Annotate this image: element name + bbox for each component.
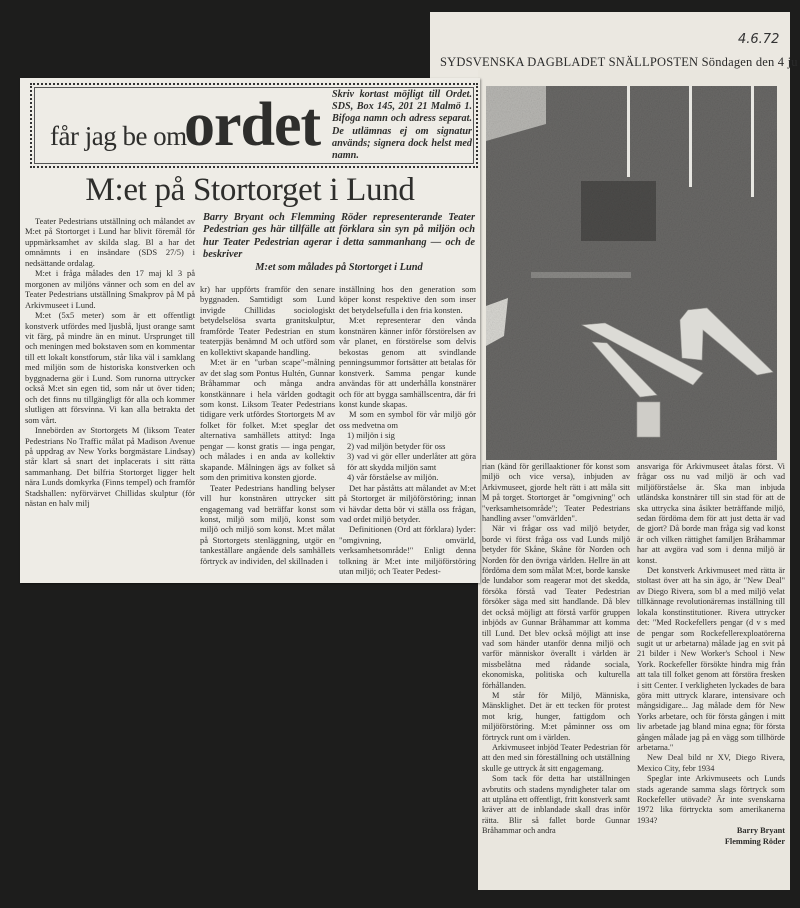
paragraph: När vi frågar oss vad miljö betyder, borde vi först fråga oss vad Lunds miljö betyder för Skåne, Skåne för Norden och Norden för den övriga världen. Hellre än att fördöma dem som målat M:et, borde kanske de lundabor som reagerar mot det skedda, försöka förstå vad Teater Pedestrian försöker säga med sitt handlande. Då blev det också möjligt att förstå varför gruppen inbjöds av Gunnar Bråhammar att komma till Lund. Det blev också möjligt att inse vad som händer utanför denna miljö och varför människor överallt i världen är missbelåtna med rådande sociala, ekonomiska, politiska och kulturella förhållanden.	[482, 524, 630, 690]
paragraph: rian (känd för gerillaaktioner för konst som miljö och vice versa), inbjuden av Arkivmuseet, gjorde helt rätt i att måla sitt M på torget. Stortorget är "omgivning" och "verksamhetsområde"; Teater Pedestrians handling avser "omvärlden".	[482, 462, 630, 524]
article-deck	[203, 212, 475, 274]
paragraph: M:et representerar den vånda konstnären känner inför förstörelsen av vår planet, en förstörelse som delvis bekostas genom att svindlande penningsummor fortsätter att betalas för konstverk. Samma pengar kunde användas för att underhålla konstnärer och för att bygga samhällscentra, där fri konst kunde skapas.	[339, 315, 476, 409]
paragraph: inställning hos den generation som köper konst respektive den som inser det betydelsefulla i den fria konsten.	[339, 284, 476, 315]
masthead-note: Skriv kortast möjligt till Ordet. SDS, Box 145, 201 21 Malmö 1. Bifoga namn och adress separat. De utlämnas ej om signatur används; signera dock helst med namn.	[332, 89, 472, 162]
newspaper-dateline: SYDSVENSKA DAGBLADET SNÄLLPOSTEN Söndagen den 4 ju	[440, 55, 798, 69]
paragraph: ansvariga för Arkivmuseet åtalas först. Vi frågar oss nu vad miljö är och vad miljöförståelse är. Ska man inbjuda utländska konstnärer till sin stad för att de ska uttrycka sina åsikter beträffande miljö, sedan fördöma dem för att just detta är vad de gjort? Då borde man fråga sig vad konst är och vilken rättighet familjen Bråhammar har att avgöra vad som i denna miljö är konst.	[637, 462, 785, 565]
list-item: 2) vad miljön betyder för oss	[347, 440, 446, 451]
paragraph: Det har påståtts att målandet av M:et på Stortorget är miljöförstöring; innan vi hävdar detta bör vi ställa oss frågan, vad ordet miljö betyder.	[339, 482, 476, 524]
deck-text: Barry Bryant och Flemming Röder representerande Teater Pedestrian ges här tillfälle att förklara sin syn på miljön och hur Teater Pedestrian agerar i detta sammanhang — och de beskriver	[203, 212, 475, 261]
paragraph: Arkivmuseet inbjöd Teater Pedestrian för att den med sin föreställning och utställning skulle ge uttryck åt sitt engagemang.	[482, 742, 630, 773]
deck-last-line: M:et som målades på Stortorget i Lund	[255, 261, 423, 273]
article-column-3	[339, 284, 476, 582]
paragraph: M:et (5x5 meter) som är ett offentligt konstverk utfördes med ljusblå, ljust orange samt vit färg, på mindre än en minut. Ursprunget till och meningen med bokstaven som en kommentar till ett lokalt konstforum, står lika väl i samklang med miljön som de historiska konstverken och byggnaderna gör i Lund. Som runorna uttrycker också M:et sin egen tid, som når ut över tiden; och det finns nu tillgängligt för alla och kommer slutligen att försvinna. Vi kan alla betrakta det som vårt.	[25, 310, 195, 425]
paragraph: kr) har uppförts framför den senare byggnaden. Samtidigt som Lund invigde Chillidas sociologiskt betydelselösa svarta granitskulptur, framförde Teater Pedestrian en stum teaterpjäs benämnd M och utförd som en kollektivt skapande handling.	[200, 284, 335, 357]
paragraph: Speglar inte Arkivmuseets och Lunds stads agerande samma slags förtryck som Rockefeller utövade? Är inte svenskarna 1972 lika förtryckta som amerikanerna 1934?	[637, 774, 785, 825]
paragraph: Som tack för detta har utställningen avbrutits och stadens myndigheter talar om att utplåna ett offentligt, fritt konstverk samt kräver att de inblandade skall dras inför rätta. Blir så fallet borde Gunnar Bråhammar och andra	[482, 774, 630, 836]
paragraph: M som en symbol för vår miljö gör oss medvetna om	[339, 409, 476, 430]
photo-painted-m-on-square	[486, 86, 777, 460]
paragraph: M står för Miljö, Människa, Mänsklighet. Det är ett tecken för protest mot krig, hunger, fattigdom och miljöförstöring. M:et påminner oss om förtryck runt om i världen.	[482, 690, 630, 742]
signature-flemming-roder: Flemming Röder	[724, 836, 785, 846]
paragraph: M:et är en "urban scape"-målning av det slag som Pontus Hultén, Gunnar Bråhammar och många andra konstkännare i hela världen godtagit som konst. Liksom Teater Pedestrians tidigare verk utfördes Stortorgets M av folket för folket. M:et speglar det alternativa samhällets attityd: Inga pengar — konst gratis — inga pengar, och målades i en anda av kollektiv skapande. Målningen ägs av folket så som den primitiva konsten gjorde.	[200, 357, 335, 483]
article-headline: M:et på Stortorget i Lund	[85, 172, 415, 208]
ordet-masthead	[30, 83, 478, 168]
masthead-title: ordet	[184, 91, 321, 159]
paragraph: Innebörden av Stortorgets M (liksom Teater Pedestrians No Traffic målat på Madison Avenue på uppdrag av New Yorks borgmästare Lindsay) står klart så snart det inplacerats i sitt rätta sammanhang. Det bilfria Stortorget ligger helt nära Lunds domkyrka (Finns tempel) och framför Stadshallen: nyförvärvet Chillidas skulptur (för nästan en halv milj	[25, 425, 195, 509]
paragraph: M:et i fråga målades den 17 maj kl 3 på morgonen av miljöns vänner och som en del av Teater Pedestrians utställning Smakprov på M på Arkivmuseet i Lund.	[25, 268, 195, 310]
article-column-2	[200, 284, 335, 582]
paragraph: Definitionen (Ord att förklara) lyder: "omgivning, omvärld, verksamhetsområde!" Enligt denna tolkning är M:et inte miljöförstöring utan miljö; och Teater Pedest-	[339, 524, 476, 577]
paragraph: Teater Pedestrians utställning och målandet av M:et på Stortorget i Lund har blivit föremål för uppmärksamhet av skilda slag. Bl a har det omnämnts i en insändare (SDS 27/5) i nedsättande ordalag.	[25, 216, 195, 268]
image-caption-reference: New Deal bild nr XV, Diego Rivera, Mexico City, febr 1934	[637, 753, 785, 773]
article-column-5	[637, 462, 785, 890]
list-item: 3) vad vi gör eller underlåter att göra för att skydda miljön samt	[347, 451, 476, 472]
handwritten-date: 4.6.72	[738, 32, 780, 47]
paragraph: Det konstverk Arkivmuseet med rätta är stoltast över att ha sin ägo, är "New Deal" av Diego Rivera, som bl a med miljö velat tillkännage revolutionärernas inställning till lokala konstinstitutioner. Rivera uttrycker det: "Med Rockefellers pengar (d v s med de pengar som Rockefellerexploatörerna sugit ut ur arbetarna) målade jag en svit på 21 bilder i New Worker's School i New York. Rockefeller försökte hindra mig från att tala till folket genom att förstöra fresken i sitt Center. I verkligheten lyckades de bara göra mitt uttryck klarare, intensivare och mångsidigare... Jag målade dem för New Yorks arbetare, och för första gången i mitt liv arbetade jag bland mina egna; för första gången målade jag på en vägg som tillhörde arbetarna."	[637, 566, 785, 752]
signature-barry-bryant: Barry Bryant	[736, 826, 785, 836]
paragraph: Teater Pedestrians handling belyser vill hur konstnären uttrycker sitt engagemang vad beträffar konst som konst, miljö som miljö, konst som miljö och miljö som konst. M:et målat på Stortorgets stenläggning, utgör en tankeställare angående dels samhällets förtryck av individen, del skillnaden i	[200, 482, 335, 566]
list-item: 4) vår förståelse av miljön.	[347, 472, 439, 483]
article-column-1	[25, 216, 195, 582]
masthead-intro: får jag be om	[50, 121, 187, 151]
article-column-4	[482, 462, 630, 890]
list-item: 1) miljön i sig	[347, 430, 395, 441]
